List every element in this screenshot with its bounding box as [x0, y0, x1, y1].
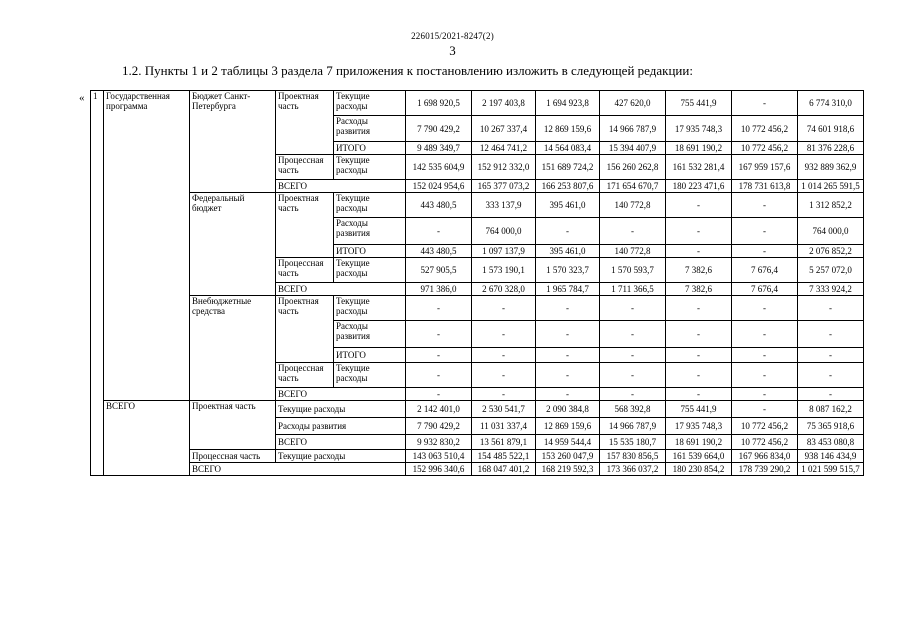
total-value-cell: 75 365 918,6	[798, 418, 864, 435]
total-value-cell: 14 966 787,9	[600, 418, 666, 435]
value-cell: -	[732, 91, 798, 116]
value-cell: -	[406, 218, 472, 245]
value-cell: 5 257 072,0	[798, 258, 864, 283]
value-cell: 7 382,6	[666, 283, 732, 296]
value-cell: 18 691 190,2	[666, 142, 732, 155]
value-cell: -	[798, 321, 864, 348]
value-cell: 1 698 920,5	[406, 91, 472, 116]
value-cell: -	[472, 296, 536, 321]
part-process: Процессная часть	[276, 155, 334, 180]
total-value-cell: 180 230 854,2	[666, 463, 732, 476]
value-cell: -	[732, 193, 798, 218]
value-cell: 6 774 310,0	[798, 91, 864, 116]
total-kind-vsego: ВСЕГО	[276, 435, 406, 450]
value-cell: -	[406, 296, 472, 321]
value-cell: 7 790 429,2	[406, 116, 472, 142]
value-cell: 178 731 613,8	[732, 180, 798, 193]
part-project: Проектная часть	[276, 91, 334, 155]
value-cell: -	[666, 321, 732, 348]
value-cell: -	[600, 388, 666, 401]
kind-development: Расходы развития	[334, 218, 406, 245]
total-value-cell: 11 031 337,4	[472, 418, 536, 435]
value-cell: 161 532 281,4	[666, 155, 732, 180]
kind-development: Расходы развития	[334, 321, 406, 348]
value-cell: 7 676,4	[732, 258, 798, 283]
value-cell: -	[666, 348, 732, 363]
document-code: 226015/2021-8247(2)	[411, 31, 494, 41]
value-cell: 7 382,6	[666, 258, 732, 283]
total-value-cell: 10 772 456,2	[732, 418, 798, 435]
value-cell: -	[666, 218, 732, 245]
opening-quote: «	[79, 92, 85, 104]
total-value-cell: 15 535 180,7	[600, 435, 666, 450]
intro-paragraph: 1.2. Пункты 1 и 2 таблицы 3 раздела 7 приложения к постановлению изложить в следующей редакции:	[122, 63, 693, 78]
value-cell: 156 260 262,8	[600, 155, 666, 180]
value-cell: 395 461,0	[536, 245, 600, 258]
kind-current: Текущие расходы	[334, 296, 406, 321]
total-value-cell: 173 366 037,2	[600, 463, 666, 476]
value-cell: -	[798, 348, 864, 363]
total-value-cell: 2 090 384,8	[536, 401, 600, 418]
kind-vsego: ВСЕГО	[276, 388, 406, 401]
value-cell: -	[406, 348, 472, 363]
total-value-cell: 168 047 401,2	[472, 463, 536, 476]
value-cell: 15 394 407,9	[600, 142, 666, 155]
total-value-cell: 157 830 856,5	[600, 450, 666, 463]
total-value-cell: 8 087 162,2	[798, 401, 864, 418]
total-value-cell: 938 146 434,9	[798, 450, 864, 463]
value-cell: -	[666, 363, 732, 388]
total-part-project: Проектная часть	[190, 401, 276, 450]
value-cell: 2 197 403,8	[472, 91, 536, 116]
part-process: Процессная часть	[276, 363, 334, 388]
value-cell: 81 376 228,6	[798, 142, 864, 155]
value-cell: 333 137,9	[472, 193, 536, 218]
value-cell: 12 464 741,2	[472, 142, 536, 155]
value-cell: -	[536, 388, 600, 401]
value-cell: 971 386,0	[406, 283, 472, 296]
kind-vsego: ВСЕГО	[276, 283, 406, 296]
value-cell: 180 223 471,6	[666, 180, 732, 193]
total-value-cell: 568 392,8	[600, 401, 666, 418]
value-cell: 152 912 332,0	[472, 155, 536, 180]
value-cell: -	[732, 245, 798, 258]
source-extrabudgetary: Внебюджетные средства	[190, 296, 276, 401]
value-cell: -	[666, 296, 732, 321]
value-cell: 10 267 337,4	[472, 116, 536, 142]
kind-current: Текущие расходы	[334, 363, 406, 388]
total-value-cell: 161 539 664,0	[666, 450, 732, 463]
value-cell: -	[536, 296, 600, 321]
value-cell: 443 480,5	[406, 193, 472, 218]
kind-vsego: ВСЕГО	[276, 180, 406, 193]
value-cell: 17 935 748,3	[666, 116, 732, 142]
value-cell: 152 024 954,6	[406, 180, 472, 193]
value-cell: 167 959 157,6	[732, 155, 798, 180]
value-cell: 1 097 137,9	[472, 245, 536, 258]
value-cell: -	[600, 348, 666, 363]
total-value-cell: 2 530 541,7	[472, 401, 536, 418]
value-cell: -	[798, 363, 864, 388]
value-cell: -	[472, 363, 536, 388]
value-cell: 443 480,5	[406, 245, 472, 258]
part-project: Проектная часть	[276, 193, 334, 258]
kind-itogo: ИТОГО	[334, 245, 406, 258]
value-cell: 764 000,0	[798, 218, 864, 245]
total-value-cell: 13 561 879,1	[472, 435, 536, 450]
part-process: Процессная часть	[276, 258, 334, 283]
total-value-cell: 18 691 190,2	[666, 435, 732, 450]
kind-current: Текущие расходы	[334, 91, 406, 116]
value-cell: 1 711 366,5	[600, 283, 666, 296]
value-cell: -	[536, 363, 600, 388]
source-federal-budget: Федеральный бюджет	[190, 193, 276, 296]
program-label: Государственная программа	[104, 91, 190, 401]
kind-development: Расходы развития	[334, 116, 406, 142]
total-value-cell: 9 932 830,2	[406, 435, 472, 450]
value-cell: -	[732, 296, 798, 321]
value-cell: 755 441,9	[666, 91, 732, 116]
value-cell: 165 377 073,2	[472, 180, 536, 193]
value-cell: 1 014 265 591,5	[798, 180, 864, 193]
value-cell: -	[406, 388, 472, 401]
value-cell: 1 570 323,7	[536, 258, 600, 283]
value-cell: -	[732, 388, 798, 401]
value-cell: 14 564 083,4	[536, 142, 600, 155]
total-kind-current: Текущие расходы	[276, 401, 406, 418]
value-cell: -	[406, 363, 472, 388]
value-cell: 1 965 784,7	[536, 283, 600, 296]
value-cell: 1 573 190,1	[472, 258, 536, 283]
value-cell: -	[472, 348, 536, 363]
value-cell: -	[732, 321, 798, 348]
value-cell: 151 689 724,2	[536, 155, 600, 180]
total-value-cell: 1 021 599 515,7	[798, 463, 864, 476]
total-kind-development: Расходы развития	[276, 418, 406, 435]
total-value-cell: 10 772 456,2	[732, 435, 798, 450]
value-cell: 74 601 918,6	[798, 116, 864, 142]
value-cell: 1 570 593,7	[600, 258, 666, 283]
total-kind-current: Текущие расходы	[276, 450, 406, 463]
value-cell: -	[536, 218, 600, 245]
total-value-cell: 14 959 544,4	[536, 435, 600, 450]
value-cell: 7 676,4	[732, 283, 798, 296]
total-value-cell: -	[732, 401, 798, 418]
value-cell: 14 966 787,9	[600, 116, 666, 142]
value-cell: 1 312 852,2	[798, 193, 864, 218]
total-value-cell: 7 790 429,2	[406, 418, 472, 435]
value-cell: 395 461,0	[536, 193, 600, 218]
part-project: Проектная часть	[276, 296, 334, 363]
kind-current: Текущие расходы	[334, 258, 406, 283]
value-cell: -	[732, 218, 798, 245]
value-cell: -	[536, 348, 600, 363]
total-value-cell: 153 260 047,9	[536, 450, 600, 463]
value-cell: 142 535 604,9	[406, 155, 472, 180]
total-value-cell: 168 219 592,3	[536, 463, 600, 476]
value-cell: -	[732, 348, 798, 363]
value-cell: -	[798, 296, 864, 321]
total-value-cell: 152 996 340,6	[406, 463, 472, 476]
total-value-cell: 143 063 510,4	[406, 450, 472, 463]
value-cell: -	[600, 296, 666, 321]
value-cell: 932 889 362,9	[798, 155, 864, 180]
total-value-cell: 178 739 290,2	[732, 463, 798, 476]
total-grand-label: ВСЕГО	[190, 463, 406, 476]
value-cell: 764 000,0	[472, 218, 536, 245]
source-spb-budget: Бюджет Санкт-Петербурга	[190, 91, 276, 193]
value-cell: 10 772 456,2	[732, 116, 798, 142]
total-value-cell: 154 485 522,1	[472, 450, 536, 463]
value-cell: 2 076 852,2	[798, 245, 864, 258]
total-value-cell: 83 453 080,8	[798, 435, 864, 450]
kind-current: Текущие расходы	[334, 193, 406, 218]
total-value-cell: 12 869 159,6	[536, 418, 600, 435]
value-cell: 140 772,8	[600, 193, 666, 218]
value-cell: 10 772 456,2	[732, 142, 798, 155]
value-cell: -	[732, 363, 798, 388]
page-number: 3	[449, 43, 456, 58]
value-cell: 166 253 807,6	[536, 180, 600, 193]
value-cell: -	[666, 245, 732, 258]
value-cell: -	[536, 321, 600, 348]
funding-table	[90, 90, 864, 476]
kind-itogo: ИТОГО	[334, 142, 406, 155]
value-cell: -	[600, 321, 666, 348]
value-cell: 171 654 670,7	[600, 180, 666, 193]
value-cell: -	[472, 321, 536, 348]
total-value-cell: 755 441,9	[666, 401, 732, 418]
value-cell: 7 333 924,2	[798, 283, 864, 296]
total-value-cell: 167 966 834,0	[732, 450, 798, 463]
value-cell: 140 772,8	[600, 245, 666, 258]
value-cell: 2 670 328,0	[472, 283, 536, 296]
value-cell: -	[406, 321, 472, 348]
value-cell: 527 905,5	[406, 258, 472, 283]
value-cell: -	[600, 218, 666, 245]
row-number: 1	[91, 91, 104, 476]
value-cell: -	[666, 193, 732, 218]
total-value-cell: 2 142 401,0	[406, 401, 472, 418]
value-cell: 427 620,0	[600, 91, 666, 116]
value-cell: 9 489 349,7	[406, 142, 472, 155]
value-cell: 1 694 923,8	[536, 91, 600, 116]
total-value-cell: 17 935 748,3	[666, 418, 732, 435]
value-cell: -	[600, 363, 666, 388]
value-cell: -	[472, 388, 536, 401]
total-part-process: Процессная часть	[190, 450, 276, 463]
kind-current: Текущие расходы	[334, 155, 406, 180]
value-cell: -	[666, 388, 732, 401]
kind-itogo: ИТОГО	[334, 348, 406, 363]
value-cell: -	[798, 388, 864, 401]
value-cell: 12 869 159,6	[536, 116, 600, 142]
total-label: ВСЕГО	[104, 401, 190, 476]
